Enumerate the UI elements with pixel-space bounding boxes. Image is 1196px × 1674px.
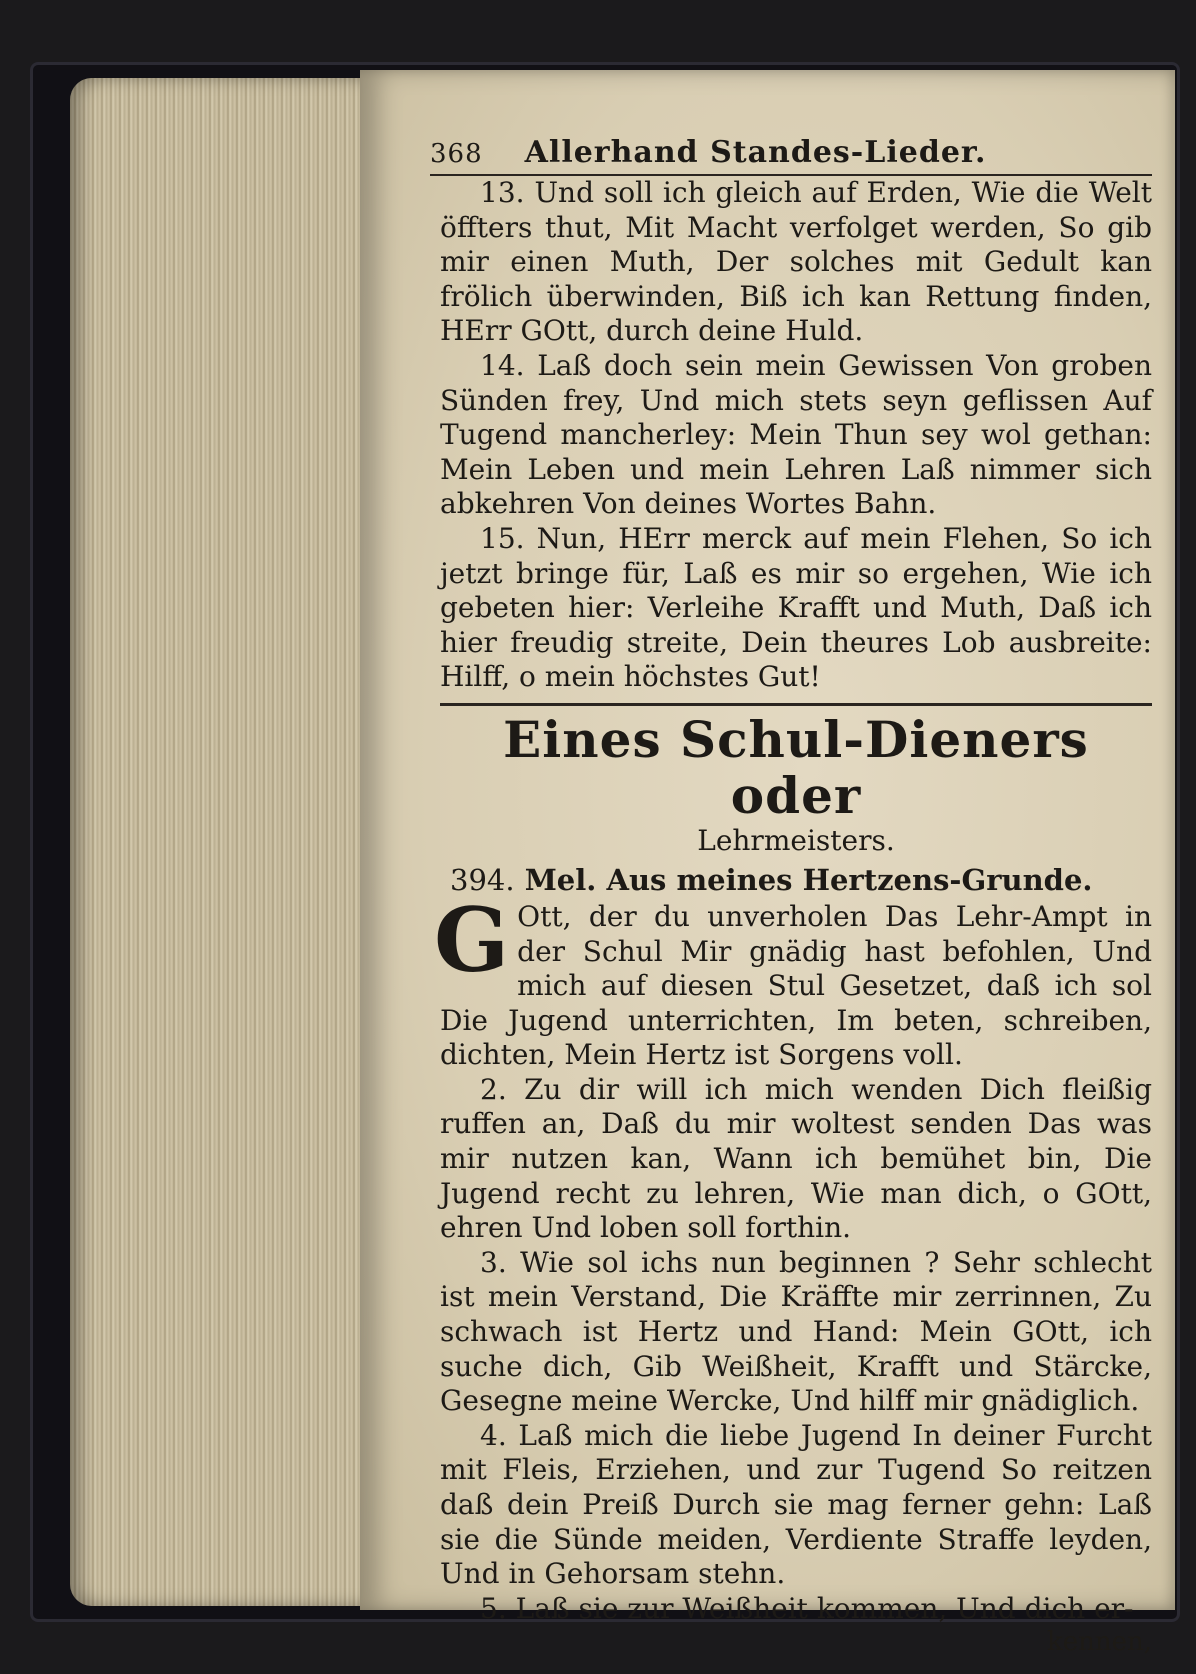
stanza-4 — [440, 1419, 1152, 1592]
stanza-13 — [440, 176, 1152, 349]
hymn-melody — [450, 862, 1152, 898]
stanza-text: Nun, HErr merck auf mein Flehen, So ich jetzt bringe für, Laß es mir so ergehen, Wie ich gebeten hier: Verleihe Krafft und Muth, Daß ich hier freudig streite, Dein theures Lob ausbreite: Hilff, o mein höchstes Gut! — [440, 521, 1152, 694]
stanza-text: Ott, der du unverholen Das Lehr-Ampt in der Schul Mir gnädig hast befohlen, Und mich auf diesen Stul Gesetzet, daß ich sol Die Jugend unterrichten, Im beten, schreiben, dichten, Mein Hertz ist Sorgens voll. — [440, 899, 1152, 1072]
page-text — [430, 135, 1152, 1658]
hymn-number: 394. — [450, 862, 515, 897]
page-edges — [70, 78, 370, 1606]
hymn-subtitle: Lehrmeisters. — [697, 823, 895, 857]
stanza-number: 2. — [480, 1072, 507, 1106]
stanza-number: 4. — [480, 1418, 507, 1452]
page-number: 368 — [430, 139, 483, 169]
stanza-3 — [440, 1246, 1152, 1419]
stanza-14 — [440, 349, 1152, 522]
stanza-text: Laß doch sein mein Gewissen Von groben Sünden frey, Und mich stets seyn geflissen Auf Tugend mancherley: Mein Thun sey wol gethan: Mein Leben und mein Lehren Laß nimmer sich abkehren Von deines Wortes Bahn. — [440, 348, 1152, 521]
stanza-text: Wie sol ichs nun beginnen ? Sehr schlecht ist mein Verstand, Die Kräffte mir zerrinnen, Zu schwach ist Hertz und Hand: Mein GOtt, ich suche dich, Gib Weißheit, Krafft und Stärcke, Gesegne meine Wercke, Und hilff mir gnädiglich. — [440, 1245, 1152, 1418]
section-divider — [440, 703, 1152, 706]
page-header — [430, 135, 1152, 176]
melody-text: Mel. Aus meines Hertzens-Grunde. — [524, 862, 1093, 897]
stanza-number: 15. — [480, 521, 525, 555]
hymn-title: Eines Schul-Dieners oder — [503, 709, 1089, 825]
stanza-1 — [434, 887, 1152, 1073]
stanza-number: 5. — [480, 1591, 507, 1625]
drop-cap: G — [434, 887, 510, 992]
running-title: Allerhand Standes-Lieder. — [524, 135, 987, 170]
stanza-2 — [440, 1073, 1152, 1246]
stanza-text: Und soll ich gleich auf Erden, Wie die Welt öffters thut, Mit Macht verfolget werden, So gib mir einen Muth, Der solches mit Gedult kan frölich überwinden, Biß ich kan Rettung finden, HErr GOtt, durch deine Huld. — [440, 176, 1152, 348]
stanza-5 — [440, 1592, 1152, 1627]
stanza-text: Laß sie zur Weißheit kommen, Und dich er- — [515, 1591, 1134, 1625]
catchword: kennen, — [1046, 1627, 1152, 1658]
stanza-number: 14. — [480, 348, 525, 382]
stanza-15 — [440, 522, 1152, 695]
stanza-text: Laß mich die liebe Jugend In deiner Furcht mit Fleis, Erziehen, und zur Tugend So reitzen daß dein Preiß Durch sie mag ferner gehn: Laß sie die Sünde meiden, Verdiente Straffe leyden, Und in Gehorsam stehn. — [440, 1418, 1152, 1591]
stanza-number: 3. — [480, 1245, 507, 1279]
stanza-text: Zu dir will ich mich wenden Dich fleißig ruffen an, Daß du mir woltest senden Das was mir nutzen kan, Wann ich bemühet bin, Die Jugend recht zu lehren, Wie man dich, o GOtt, ehren Und loben soll forthin. — [440, 1072, 1152, 1245]
stanza-number: 13. — [480, 176, 525, 209]
